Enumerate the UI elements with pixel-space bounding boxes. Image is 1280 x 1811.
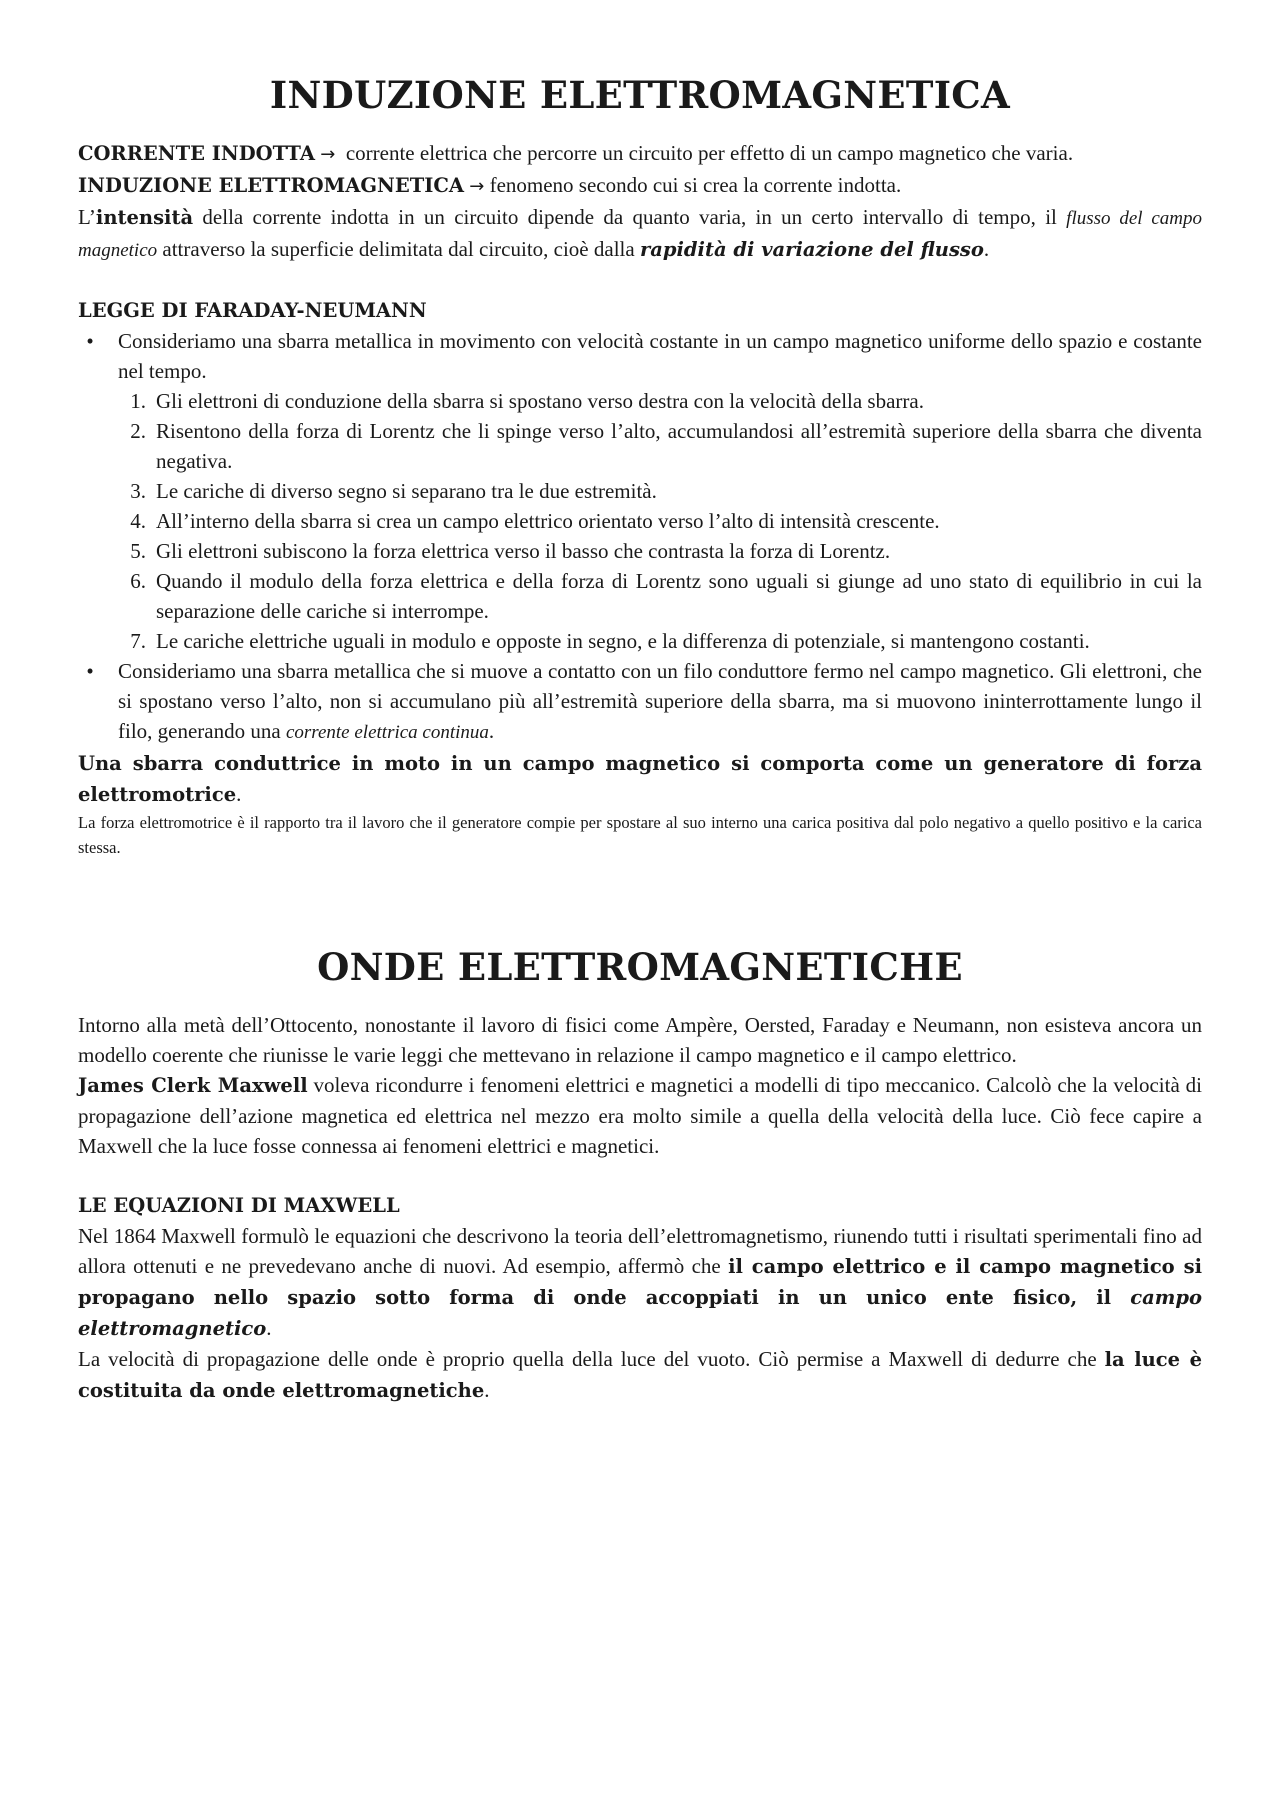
luce-pre: La velocità di propagazione delle onde è proprio quella della luce del vuoto. Ciò permise a Maxwell di dedurre che <box>78 1347 1105 1371</box>
bullet-text-2-post: . <box>488 719 495 743</box>
list-item <box>118 536 1202 566</box>
bullet-icon: • <box>86 329 94 353</box>
bullet-item-2 <box>78 656 1202 748</box>
list-item <box>118 416 1202 476</box>
step-number: 4. <box>130 509 146 533</box>
heading-faraday: LEGGE DI FARADAY-NEUMANN <box>78 299 427 322</box>
rapidita-text: rapidità di variazione del flusso <box>639 238 984 261</box>
heading-equazioni: LE EQUAZIONI DI MAXWELL <box>78 1194 400 1217</box>
title-induzione: INDUZIONE ELETTROMAGNETICA <box>269 73 1011 117</box>
intensita-mid: della corrente indotta in un circuito dipende da quanto varia, in un certo intervallo di tempo, il <box>193 205 1067 229</box>
step-text: Le cariche elettriche uguali in modulo e opposte in segno, e la differenza di potenziale, si mantengono costanti. <box>156 629 1090 653</box>
list-item <box>118 626 1202 656</box>
step-number: 6. <box>130 569 146 593</box>
corrente-indotta-term: CORRENTE INDOTTA <box>78 142 315 165</box>
intensita-post: attraverso la superficie delimitata dal circuito, cioè dalla <box>157 237 640 261</box>
step-text: Le cariche di diverso segno si separano tra le due estremità. <box>156 479 657 503</box>
step-number: 2. <box>130 419 146 443</box>
equazioni-pre: Nel 1864 Maxwell formulò le equazioni che descrivono la teoria dell’elettromagnetismo, riunendo tutti i risultati sperimentali fino ad allora ottenuti e ne prevedevano anche di nuovi. Ad esempio, affermò che <box>78 1224 1202 1278</box>
faraday-bullets <box>78 326 1202 386</box>
step-text: Gli elettroni subiscono la forza elettrica verso il basso che contrasta la forza di Lorentz. <box>156 539 891 563</box>
list-item <box>118 566 1202 626</box>
list-item <box>118 476 1202 506</box>
step-number: 7. <box>130 629 146 653</box>
equazioni-period: . <box>266 1316 272 1340</box>
step-number: 1. <box>130 389 146 413</box>
equazioni-bold: il campo elettrico e il campo magnetico si propagano nello spazio sotto forma di onde accoppiati in un unico ente fisico, il <box>78 1255 1202 1309</box>
luce-bold: la luce è costituita da onde elettromagnetiche <box>78 1348 1202 1402</box>
maxwell-text: voleva ricondurre i fenomeni elettrici e magnetici a modelli di tipo meccanico. Calcolò che la velocità di propagazione dell’azione magnetica ed elettrica nel mezzo era molto simile a quella della velocità della luce. Ciò fece capire a Maxwell che la luce fosse connessa ai fenomeni elettrici e magnetici. <box>78 1073 1202 1158</box>
equazioni-paragraph <box>78 1221 1202 1344</box>
list-item <box>118 506 1202 536</box>
induzione-definition <box>78 170 1202 202</box>
corrente-continua-italic: corrente elettrica continua <box>285 722 489 743</box>
step-text: All’interno della sbarra si crea un campo elettrico orientato verso l’alto di intensità crescente. <box>156 509 940 533</box>
step-text: Gli elettroni di conduzione della sbarra si spostano verso destra con la velocità della sbarra. <box>156 389 924 413</box>
intensita-period: . <box>983 237 990 261</box>
bullet-text-1: Consideriamo una sbarra metallica in movimento con velocità costante in un campo magnetico uniforme dello spazio e costante nel tempo. <box>118 329 1202 383</box>
onde-intro: Intorno alla metà dell’Ottocento, nonostante il lavoro di fisici come Ampère, Oersted, Faraday e Neumann, non esisteva ancora un modello coerente che riunisse le varie leggi che mettevano in relazione il campo magnetico e il campo elettrico. <box>78 1013 1202 1067</box>
luce-paragraph <box>78 1344 1202 1406</box>
title-onde: ONDE ELETTROMAGNETICHE <box>317 945 963 989</box>
intensita-word: intensità <box>95 206 194 229</box>
flusso-italic: flusso del campo magnetico <box>78 208 1202 261</box>
bullet-text-2: Consideriamo una sbarra metallica che si muove a contatto con un filo conduttore fermo nel campo magnetico. Gli elettroni, che si spostano verso l’alto, non si accumulano più all’estremità superiore della sbarra, ma si muovono ininterrottamente lungo il filo, generando una <box>118 659 1202 743</box>
arrow-icon: → <box>320 144 336 165</box>
step-text: Quando il modulo della forza elettrica e della forza di Lorentz sono uguali si giunge ad uno stato di equilibrio in cui la separazione delle cariche si interrompe. <box>156 569 1202 623</box>
intensita-paragraph <box>78 202 1202 266</box>
faraday-steps <box>118 386 1202 656</box>
campo-em-bold-italic: campo elettromagnetico <box>78 1286 1202 1340</box>
induzione-term: INDUZIONE ELETTROMAGNETICA <box>78 174 464 197</box>
intensita-pre: L’ <box>78 205 96 229</box>
arrow-icon: → <box>469 176 485 197</box>
step-number: 5. <box>130 539 146 563</box>
step-number: 3. <box>130 479 146 503</box>
corrente-indotta-text: corrente elettrica che percorre un circuito per effetto di un campo magnetico che varia. <box>345 141 1074 165</box>
faraday-bullets-2 <box>78 656 1202 748</box>
conclusion-bold: Una sbarra conduttrice in moto in un campo magnetico si comporta come un generatore di forza elettromotrice <box>78 752 1202 806</box>
induzione-text: fenomeno secondo cui si crea la corrente indotta. <box>489 173 902 197</box>
conclusion-period: . <box>236 782 242 806</box>
maxwell-paragraph <box>78 1070 1202 1161</box>
fem-note: La forza elettromotrice è il rapporto tra il lavoro che il generatore compie per spostare al suo interno una carica positiva dal polo negativo a quello positivo e la carica stessa. <box>78 813 1202 857</box>
bullet-icon: • <box>86 659 94 683</box>
document-page <box>78 72 1202 1406</box>
list-item <box>118 386 1202 416</box>
bullet-item-1 <box>78 326 1202 386</box>
luce-period: . <box>484 1378 490 1402</box>
corrente-indotta-definition <box>78 138 1202 170</box>
faraday-conclusion <box>78 748 1202 810</box>
step-text: Risentono della forza di Lorentz che li spinge verso l’alto, accumulandosi all’estremità superiore della sbarra che diventa negativa. <box>156 419 1202 473</box>
maxwell-name: James Clerk Maxwell <box>78 1074 308 1097</box>
